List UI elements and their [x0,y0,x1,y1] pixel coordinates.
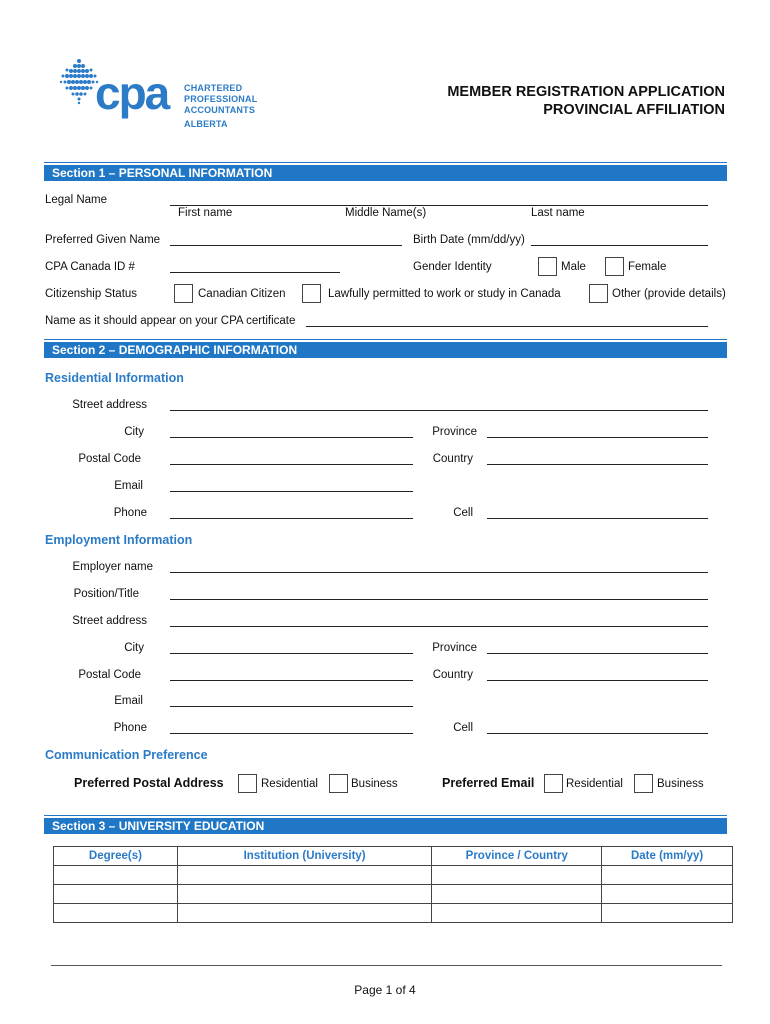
province-country-cell[interactable] [432,904,602,923]
position-title-label: Position/Title [73,588,139,600]
lawfully-permitted-checkbox[interactable] [302,284,321,303]
postal-residential-checkbox[interactable] [238,774,257,793]
table-row [54,885,733,904]
res-street-address-field[interactable] [170,410,708,411]
res-phone-label: Phone [113,507,147,519]
page-number: Page 1 of 4 [354,983,416,997]
birth-date-field[interactable] [531,245,708,246]
other-citizenship-checkbox[interactable] [589,284,608,303]
preferred-email-label: Preferred Email [442,776,535,790]
section-2-header: Section 2 – DEMOGRAPHIC INFORMATION [44,342,727,358]
email-business-checkbox[interactable] [634,774,653,793]
date-cell[interactable] [602,866,733,885]
section-1-header: Section 1 – PERSONAL INFORMATION [44,165,727,181]
section-3-header: Section 3 – UNIVERSITY EDUCATION [44,818,727,834]
res-province-label: Province [432,426,477,438]
emp-phone-field[interactable] [170,733,413,734]
maple-leaf-dots-icon [58,58,100,106]
res-email-label: Email [114,480,143,492]
column-header-province-country: Province / Country [432,847,602,866]
postal-business-checkbox[interactable] [329,774,348,793]
table-row [54,904,733,923]
res-street-address-label: Street address [72,399,147,411]
res-postal-code-field[interactable] [170,464,413,465]
employer-name-label: Employer name [72,561,153,573]
male-label: Male [561,261,586,273]
first-name-label: First name [178,207,233,219]
emp-province-label: Province [432,642,477,654]
email-residential-label: Residential [566,778,623,790]
female-label: Female [628,261,667,273]
institution-cell[interactable] [177,866,432,885]
other-citizenship-label: Other (provide details) [612,288,726,300]
res-postal-code-label: Postal Code [78,453,141,465]
res-email-field[interactable] [170,491,413,492]
postal-business-label: Business [351,778,398,790]
column-header-degrees: Degree(s) [54,847,178,866]
employer-name-field[interactable] [170,572,708,573]
res-cell-label: Cell [453,507,473,519]
title-line-1: MEMBER REGISTRATION APPLICATION [447,84,725,100]
email-business-label: Business [657,778,704,790]
position-title-field[interactable] [170,599,708,600]
emp-city-label: City [124,642,144,654]
last-name-label: Last name [531,207,585,219]
cpa-wordmark: cpa [95,67,169,119]
emp-city-field[interactable] [170,653,413,654]
emp-country-label: Country [432,669,473,681]
employment-information-heading: Employment Information [45,533,193,547]
column-header-institution: Institution (University) [177,847,432,866]
cpa-canada-id-label: CPA Canada ID # [45,261,135,273]
legal-name-label: Legal Name [45,194,108,206]
date-cell[interactable] [602,904,733,923]
email-residential-checkbox[interactable] [544,774,563,793]
certificate-name-field[interactable] [306,326,708,327]
emp-country-field[interactable] [487,680,708,681]
res-province-field[interactable] [487,437,708,438]
emp-street-address-label: Street address [72,615,147,627]
emp-postal-code-field[interactable] [170,680,413,681]
province-country-cell[interactable] [432,885,602,904]
postal-residential-label: Residential [261,778,318,790]
institution-cell[interactable] [177,904,432,923]
logo-line-professional: PROFESSIONAL [184,94,258,104]
emp-phone-label: Phone [113,722,147,734]
communication-preference-heading: Communication Preference [45,748,208,762]
res-city-label: City [124,426,144,438]
res-country-label: Country [432,453,473,465]
res-cell-field[interactable] [487,518,708,519]
middle-names-label: Middle Name(s) [345,207,427,219]
emp-street-address-field[interactable] [170,626,708,627]
canadian-citizen-label: Canadian Citizen [198,288,286,300]
degree-cell[interactable] [54,866,178,885]
res-country-field[interactable] [487,464,708,465]
degree-cell[interactable] [54,885,178,904]
emp-email-field[interactable] [170,706,413,707]
emp-cell-label: Cell [453,722,473,734]
canadian-citizen-checkbox[interactable] [174,284,193,303]
preferred-postal-address-label: Preferred Postal Address [74,776,224,790]
date-cell[interactable] [602,885,733,904]
province-country-cell[interactable] [432,866,602,885]
lawfully-permitted-label: Lawfully permitted to work or study in Canada [328,288,561,300]
degree-cell[interactable] [54,904,178,923]
document-title [447,83,725,119]
male-checkbox[interactable] [538,257,557,276]
residential-information-heading: Residential Information [45,371,184,385]
res-phone-field[interactable] [170,518,413,519]
female-checkbox[interactable] [605,257,624,276]
preferred-given-name-field[interactable] [170,245,402,246]
emp-postal-code-label: Postal Code [78,669,141,681]
emp-email-label: Email [114,695,143,707]
logo-line-accountants: ACCOUNTANTS [184,105,256,115]
res-city-field[interactable] [170,437,413,438]
legal-name-field[interactable] [170,205,708,206]
title-line-2: PROVINCIAL AFFILIATION [543,102,725,118]
table-row [54,866,733,885]
preferred-given-name-label: Preferred Given Name [45,234,161,246]
table-header-row [54,847,733,866]
certificate-name-label: Name as it should appear on your CPA certificate [45,315,296,327]
logo-line-alberta: ALBERTA [184,119,228,129]
institution-cell[interactable] [177,885,432,904]
emp-province-field[interactable] [487,653,708,654]
emp-cell-field[interactable] [487,733,708,734]
university-education-table [53,846,733,923]
column-header-date: Date (mm/yy) [602,847,733,866]
footer-divider [51,965,722,966]
logo-text [184,83,257,130]
logo-line-chartered: CHARTERED [184,83,243,93]
gender-identity-label: Gender Identity [413,261,492,273]
cpa-canada-id-field[interactable] [170,272,340,273]
birth-date-label: Birth Date (mm/dd/yy) [413,234,525,246]
citizenship-status-label: Citizenship Status [45,288,138,300]
